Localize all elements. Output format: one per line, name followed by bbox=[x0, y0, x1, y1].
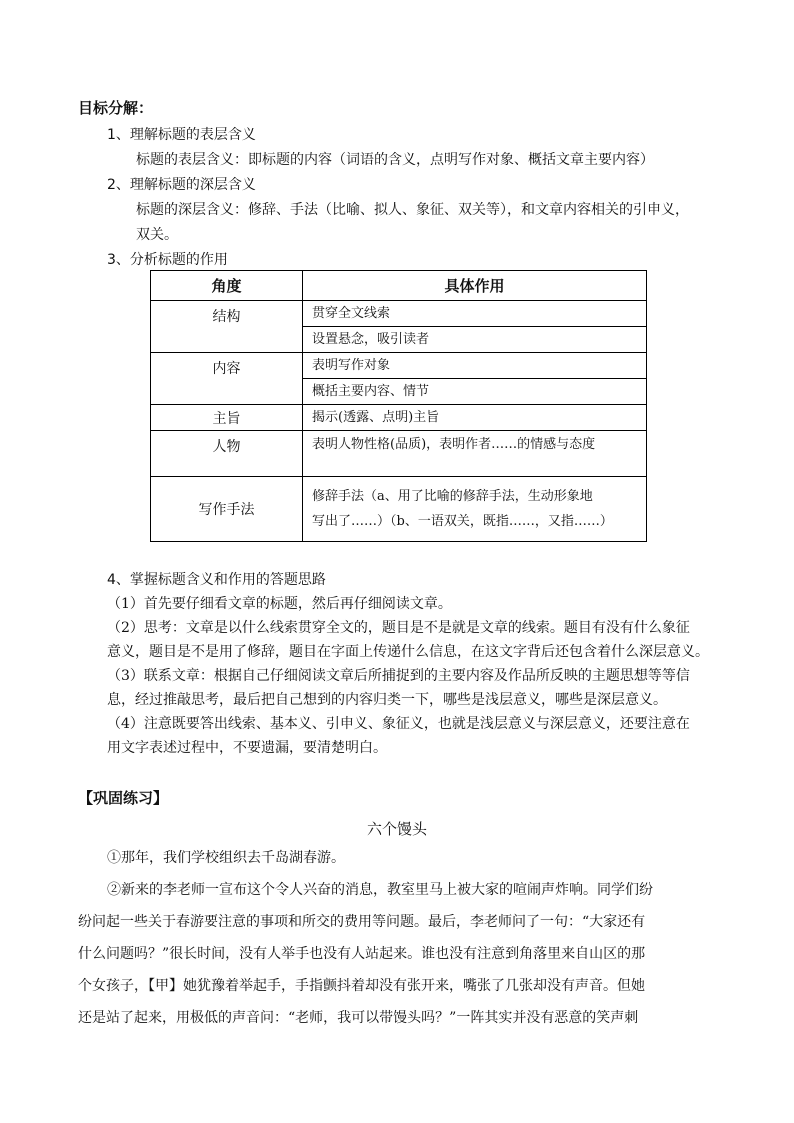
story-paragraph-line: ①那年，我们学校组织去千岛湖春游。 bbox=[107, 850, 345, 866]
table-row bbox=[151, 301, 647, 327]
effect-line: 修辞手法（a、用了比喻的修辞手法，生动形象地 bbox=[312, 489, 593, 504]
effect-line: 写出了……）（b、一语双关，既指……，又指……） bbox=[312, 514, 613, 529]
step-4-line: （4）注意既要答出线索、基本义、引申义、象征义，也就是浅层意义与深层意义，还要注意在 bbox=[107, 716, 690, 732]
practice-heading: 【巩固练习】 bbox=[78, 789, 169, 807]
step-4-line: 用文字表述过程中，不要遗漏，要清楚明白。 bbox=[107, 740, 387, 756]
goal-2-desc-cont: 双关。 bbox=[136, 227, 178, 243]
step-4-title: 4、掌握标题含义和作用的答题思路 bbox=[107, 572, 326, 588]
table-cell-effect: 揭示(透露、点明)主旨 bbox=[303, 405, 647, 431]
table-cell-effect bbox=[303, 477, 647, 542]
table-cell-angle: 写作手法 bbox=[151, 477, 303, 542]
goal-2-desc: 标题的深层含义：修辞、手法（比喻、拟人、象征、双关等），和文章内容相关的引申义， bbox=[136, 202, 689, 218]
step-4-line: （3）联系文章：根据自己仔细阅读文章后所捕捉到的主要内容及作品所反映的主题思想等等信 bbox=[107, 668, 690, 684]
story-title: 六个馒头 bbox=[366, 820, 427, 838]
table-cell-effect: 概括主要内容、情节 bbox=[303, 379, 647, 405]
table-row bbox=[151, 405, 647, 431]
table-row bbox=[151, 477, 647, 542]
story-paragraph-line: 还是站了起来，用极低的声音问：“老师，我可以带馒头吗？”一阵其实并没有恶意的笑声刺 bbox=[78, 1010, 639, 1026]
story-paragraph-line: 什么问题吗？”很长时间，没有人举手也没有人站起来。谁也没有注意到角落里来自山区的那 bbox=[78, 946, 646, 962]
table-cell-effect: 设置悬念，吸引读者 bbox=[303, 327, 647, 353]
table-cell-effect: 表明写作对象 bbox=[303, 353, 647, 379]
goal-3-title: 3、分析标题的作用 bbox=[107, 252, 228, 268]
step-4-line: 意义，题目是不是用了修辞，题目在字面上传递什么信息，在这文字背后还包含着什么深层意义。 bbox=[107, 644, 709, 660]
table-row bbox=[151, 431, 647, 477]
table-header-row bbox=[151, 271, 647, 301]
step-4-line: （2）思考：文章是以什么线索贯穿全文的，题目是不是就是文章的线索。题目有没有什么象征 bbox=[107, 620, 690, 636]
table-cell-effect: 贯穿全文线索 bbox=[303, 301, 647, 327]
table-row bbox=[151, 353, 647, 379]
table-cell-effect: 表明人物性格(品质)，表明作者……的情感与态度 bbox=[303, 431, 647, 477]
story-paragraph-line: 个女孩子，【甲】她犹豫着举起手，手指颤抖着却没有张开来，嘴张了几张却没有声音。但她 bbox=[78, 978, 645, 994]
table-cell-angle: 结构 bbox=[151, 301, 303, 353]
table-cell-angle: 内容 bbox=[151, 353, 303, 405]
step-4-line: 息，经过推敲思考，最后把自己想到的内容归类一下，哪些是浅层意义，哪些是深层意义。 bbox=[107, 692, 667, 708]
table-cell-angle: 人物 bbox=[151, 431, 303, 477]
step-4-line: （1）首先要仔细看文章的标题，然后再仔细阅读文章。 bbox=[107, 596, 452, 612]
goal-1-title: 1、理解标题的表层含义 bbox=[107, 127, 256, 143]
table-cell-angle: 主旨 bbox=[151, 405, 303, 431]
title-role-table bbox=[150, 270, 647, 542]
section-heading: 目标分解： bbox=[78, 99, 154, 117]
story-paragraph-line: 纷问起一些关于春游要注意的事项和所交的费用等问题。最后，李老师问了一句：“大家还有 bbox=[78, 914, 646, 930]
goal-2-title: 2、理解标题的深层含义 bbox=[107, 177, 256, 193]
goal-1-desc: 标题的表层含义：即标题的内容（词语的含义，点明写作对象、概括文章主要内容） bbox=[136, 152, 654, 168]
story-paragraph-line: ②新来的李老师一宣布这个令人兴奋的消息，教室里马上被大家的喧闹声炸响。同学们纷 bbox=[107, 882, 653, 898]
table-header-effect: 具体作用 bbox=[303, 271, 647, 301]
table-header-angle: 角度 bbox=[151, 271, 303, 301]
